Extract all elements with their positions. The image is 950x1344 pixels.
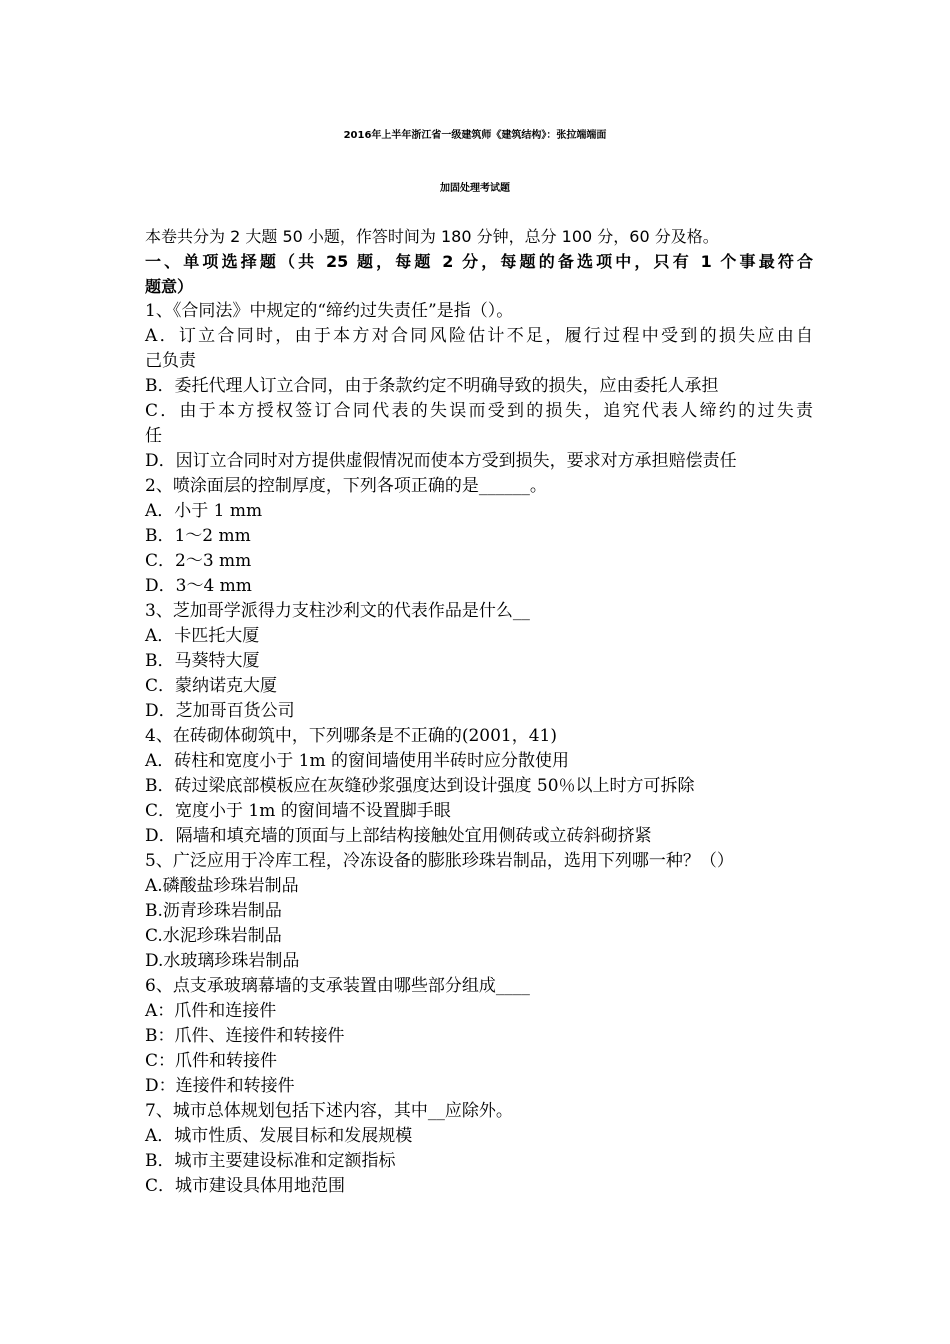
question-1-option-a: A．订立合同时，由于本方对合同风险估计不足，履行过程中受到的损失应由自 <box>145 326 813 346</box>
question-6-option-d: D：连接件和转接件 <box>145 1076 295 1096</box>
question-1-option-b: B．委托代理人订立合同，由于条款约定不明确导致的损失，应由委托人承担 <box>145 376 719 396</box>
question-3-option-d: D．芝加哥百货公司 <box>145 701 295 721</box>
question-3-option-c: C．蒙纳诺克大厦 <box>145 676 278 696</box>
question-4: 4、在砖砌体砌筑中，下列哪条是不正确的(2001，41) <box>145 726 557 746</box>
section-heading-line-2: 题意） <box>145 277 194 296</box>
question-4-option-b: B．砖过梁底部模板应在灰缝砂浆强度达到设计强度 50％以上时方可拆除 <box>145 776 695 796</box>
question-5-option-c: C.水泥珍珠岩制品 <box>145 926 282 946</box>
question-1: 1、《合同法》中规定的“缔约过失责任”是指（）。 <box>145 301 514 321</box>
question-2: 2、喷涂面层的控制厚度，下列各项正确的是______。 <box>145 476 547 496</box>
question-2-option-d: D．3～4 mm <box>145 576 252 596</box>
exam-intro: 本卷共分为 2 大题 50 小题，作答时间为 180 分钟，总分 100 分，60 分及格。 <box>145 227 719 246</box>
question-3: 3、芝加哥学派得力支柱沙利文的代表作品是什么__ <box>145 601 530 621</box>
question-3-option-b: B．马葵特大厦 <box>145 651 260 671</box>
question-5-option-b: B.沥青珍珠岩制品 <box>145 901 282 921</box>
question-6-option-b: B：爪件、连接件和转接件 <box>145 1026 345 1046</box>
question-6-option-a: A：爪件和连接件 <box>145 1001 277 1021</box>
question-1-option-d: D．因订立合同时对方提供虚假情况而使本方受到损失，要求对方承担赔偿责任 <box>145 451 737 471</box>
question-2-option-a: A．小于 1 mm <box>145 501 263 521</box>
question-5-option-d: D.水玻璃珍珠岩制品 <box>145 951 300 971</box>
question-5-option-a: A.磷酸盐珍珠岩制品 <box>145 876 299 896</box>
question-7: 7、城市总体规划包括下述内容，其中__应除外。 <box>145 1101 513 1121</box>
question-4-option-d: D．隔墙和填充墙的顶面与上部结构接触处宜用侧砖或立砖斜砌挤紧 <box>145 826 652 846</box>
question-2-option-c: C．2～3 mm <box>145 551 252 571</box>
document-title-line-2: 加固处理考试题 <box>440 183 510 194</box>
question-6-option-c: C：爪件和转接件 <box>145 1051 278 1071</box>
question-7-option-a: A．城市性质、发展目标和发展规模 <box>145 1126 413 1146</box>
question-2-option-b: B．1～2 mm <box>145 526 251 546</box>
question-7-option-c: C．城市建设具体用地范围 <box>145 1176 346 1196</box>
question-3-option-a: A．卡匹托大厦 <box>145 626 260 646</box>
question-4-option-c: C．宽度小于 1m 的窗间墙不设置脚手眼 <box>145 801 451 821</box>
question-4-option-a: A．砖柱和宽度小于 1m 的窗间墙使用半砖时应分散使用 <box>145 751 570 771</box>
section-heading-line-1: 一、单项选择题（共 25 题，每题 2 分，每题的备选项中，只有 1 个事最符合 <box>145 252 813 271</box>
question-1-option-a-cont: 己负责 <box>145 351 196 371</box>
document-title-line-1: 2016年上半年浙江省一级建筑师《建筑结构》：张拉端端面 <box>343 130 607 141</box>
question-5: 5、广泛应用于冷库工程，冷冻设备的膨胀珍珠岩制品，选用下列哪一种？（） <box>145 851 734 871</box>
question-7-option-b: B．城市主要建设标准和定额指标 <box>145 1151 396 1171</box>
question-1-option-c-cont: 任 <box>145 426 162 446</box>
question-1-option-c: C．由于本方授权签订合同代表的失误而受到的损失，追究代表人缔约的过失责 <box>145 401 813 421</box>
question-6: 6、点支承玻璃幕墙的支承装置由哪些部分组成____ <box>145 976 530 996</box>
document-body <box>145 224 813 1199</box>
